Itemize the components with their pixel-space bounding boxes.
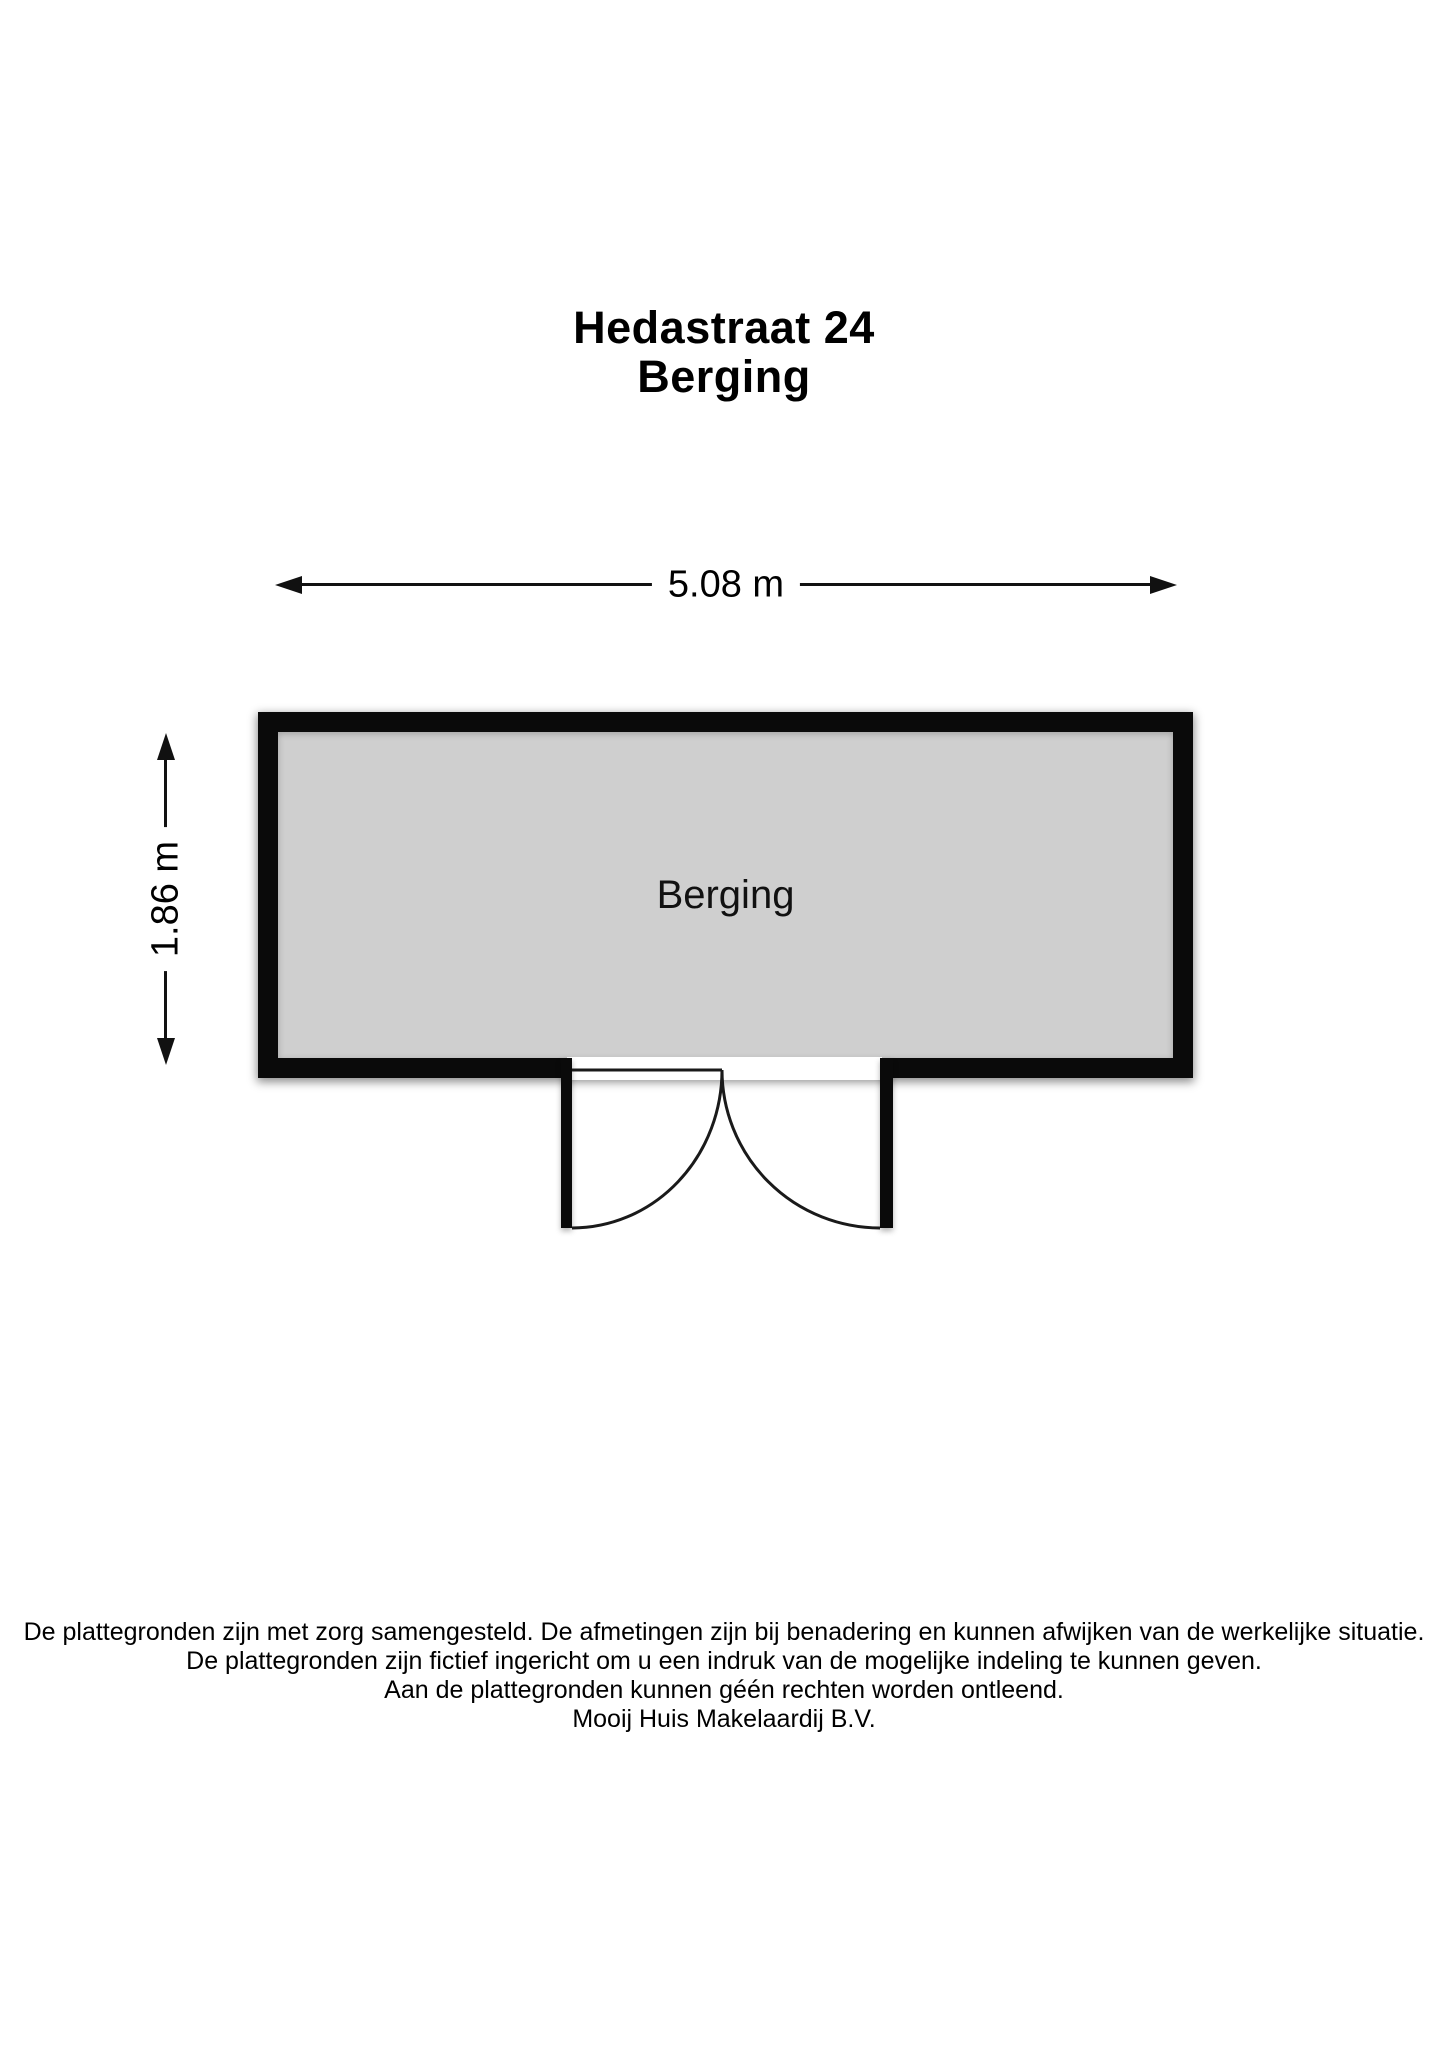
disclaimer-line-1: De plattegronden zijn met zorg samengesteld. De afmetingen zijn bij benadering en kunnen afwijken van de werkelijke situatie.: [23, 1618, 1425, 1646]
title-block: [0, 303, 1448, 401]
plan-title-address: Hedastraat 24: [573, 302, 875, 353]
plan-title-room: Berging: [637, 351, 811, 402]
width-dimension: [275, 563, 1177, 606]
disclaimer-line-2: De plattegronden zijn fictief ingericht om u een indruk van de mogelijke indeling te kunnen geven.: [186, 1647, 1262, 1675]
room-label: Berging: [656, 872, 795, 917]
height-dimension-label: 1.86 m: [145, 827, 188, 971]
door-swing-arc-left: [572, 1070, 722, 1228]
door-swing-arc-right: [722, 1070, 880, 1228]
arrowhead-down-icon: [157, 1038, 175, 1065]
width-dimension-label: 5.08 m: [652, 564, 800, 607]
double-door: [540, 1040, 910, 1250]
disclaimer-line-4: Mooij Huis Makelaardij B.V.: [572, 1705, 876, 1733]
disclaimer: [0, 1618, 1448, 1734]
room-berging: [258, 712, 1193, 1078]
arrowhead-right-icon: [1150, 576, 1177, 594]
height-dimension: [144, 733, 187, 1065]
disclaimer-line-3: Aan de plattegronden kunnen géén rechten worden ontleend.: [384, 1676, 1064, 1704]
